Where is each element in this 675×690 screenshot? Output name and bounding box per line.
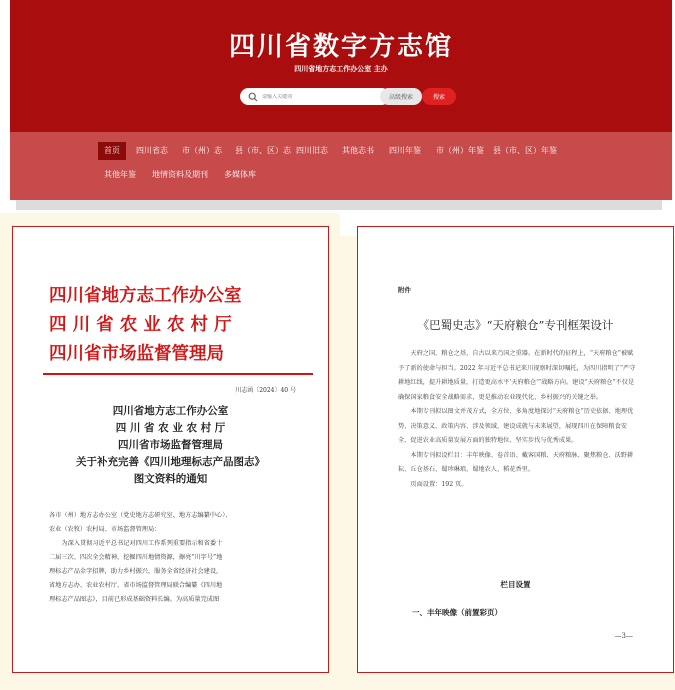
notice-line: 理标志产品图志》，目前已形成基础资料长编。为高质量完成图	[49, 596, 220, 603]
search-input[interactable]	[262, 94, 372, 100]
notice-title-line-3: 四川省市场监督管理局	[118, 439, 223, 451]
header-banner	[10, 0, 672, 132]
notice-line: 为深入贯彻习近平总书记对四川工作系列重要指示和省委十	[61, 540, 223, 547]
nav-item-home[interactable]: 首页	[98, 142, 126, 160]
notice-title-line-4: 关于补充完善《四川地理标志产品图志》	[76, 456, 265, 468]
nav-item-other-yearbook[interactable]: 其他年鉴	[104, 170, 136, 179]
subsection-title: 一、丰年映像（前置彩页）	[412, 608, 502, 617]
notice-title-line-5: 图文资料的通知	[133, 473, 208, 485]
notice-line: 省地方志办、农业农村厅、省市场监督管理局联合编纂《四川地	[49, 582, 223, 589]
attachment-paragraph: 天府之国，粮仓之基，自古以来乃国之重器。在新时代的征程上，“天府粮仓”被赋予了新的使命与担当。2022 年习近平总书记来川视察时深切嘱托，为四川指明了“严守耕地红线，提升耕地质量，打造更高水平‘天府粮仓’”战略方向。建设“天府粮仓”不仅是确保国家粮食安全战略需求，更是推动农业现代化、乡村振兴的关键之举。	[398, 350, 636, 401]
notice-line: 农业（农牧）农村局、市场监督管理局：	[49, 526, 161, 533]
nav-item-city-gazetteer[interactable]: 市（州）志	[182, 146, 222, 155]
nav-item-multimedia[interactable]: 多媒体库	[224, 170, 256, 179]
red-header-line-2: 四 川 省 农 业 农 村 厅	[49, 315, 232, 335]
advanced-search-button[interactable]: 高级搜索	[380, 88, 422, 105]
main-nav	[10, 132, 672, 200]
attachment-paragraph: 本期专刊拟以图文并茂方式，全方位、多角度地探讨“天府粮仓”历史依据、地理优势、决策意义、政策内容、涉及领域、建设成就与未来展望，展现四川在保障粮食安全、促进农业高质量发展方面的独特地位、坚实步伐与优秀成果。	[398, 408, 634, 444]
notice-document	[12, 226, 329, 673]
attachment-paragraph: 本期专刊拟设栏目：丰年映像、卷首语、戴客国粮、天府粮脉、聚焦粮仓、沃野耕耘、丘仓基石、蜀珍琳琅、蜀地农人、稻花香里。	[398, 451, 634, 473]
attachment-document	[357, 226, 674, 673]
nav-item-local-materials[interactable]: 地情资料及期刊	[152, 170, 208, 179]
nav-item-province-yearbook[interactable]: 四川年鉴	[389, 146, 421, 155]
search-box[interactable]	[240, 88, 390, 105]
document-number: 川志函〔2024〕40 号	[235, 387, 296, 394]
notice-title-line-2: 四 川 省 农 业 农 村 厅	[115, 422, 226, 434]
search-button[interactable]: 搜索	[422, 88, 456, 105]
attachment-paragraph: 页面设置：192 页。	[410, 480, 468, 488]
notice-line: 二届三次、四次全会精神，挖掘四川地情资源，擦亮“川字号”地	[49, 554, 223, 561]
notice-body	[49, 509, 307, 607]
red-rule	[43, 373, 313, 375]
notice-line: 各市（州）地方志办公室（党史地方志研究室、地方志编纂中心）、	[49, 512, 232, 519]
red-header-line-3: 四川省市场监督管理局	[49, 344, 224, 364]
nav-item-county-gazetteer[interactable]: 县（市、区）志	[235, 146, 291, 155]
section-title: 栏目设置	[500, 580, 531, 589]
site-subtitle: 四川省地方志工作办公室 主办	[294, 65, 388, 73]
nav-item-old-gazetteer[interactable]: 四川旧志	[296, 146, 328, 155]
site-title: 四川省数字方志馆	[228, 32, 453, 62]
nav-item-city-yearbook[interactable]: 市（州）年鉴	[436, 146, 484, 155]
notice-title-line-1: 四川省地方志工作办公室	[112, 405, 229, 417]
site-header	[0, 0, 675, 200]
page-number: —3—	[614, 632, 633, 640]
notice-line: 理标志产品金字招牌，助力乡村振兴，服务全省经济社会建设，	[49, 568, 223, 575]
red-header-line-1: 四川省地方志工作办公室	[49, 286, 242, 306]
attachment-body	[398, 347, 636, 492]
search-icon	[248, 92, 258, 102]
nav-item-province-gazetteer[interactable]: 四川省志	[136, 146, 168, 155]
attachment-title: 《巴蜀史志》“天府粮仓”专刊框架设计	[417, 318, 614, 332]
nav-item-county-yearbook[interactable]: 县（市、区）年鉴	[493, 146, 557, 155]
attachment-label: 附件	[398, 286, 411, 294]
nav-item-other-gazetteer[interactable]: 其他志书	[342, 146, 374, 155]
